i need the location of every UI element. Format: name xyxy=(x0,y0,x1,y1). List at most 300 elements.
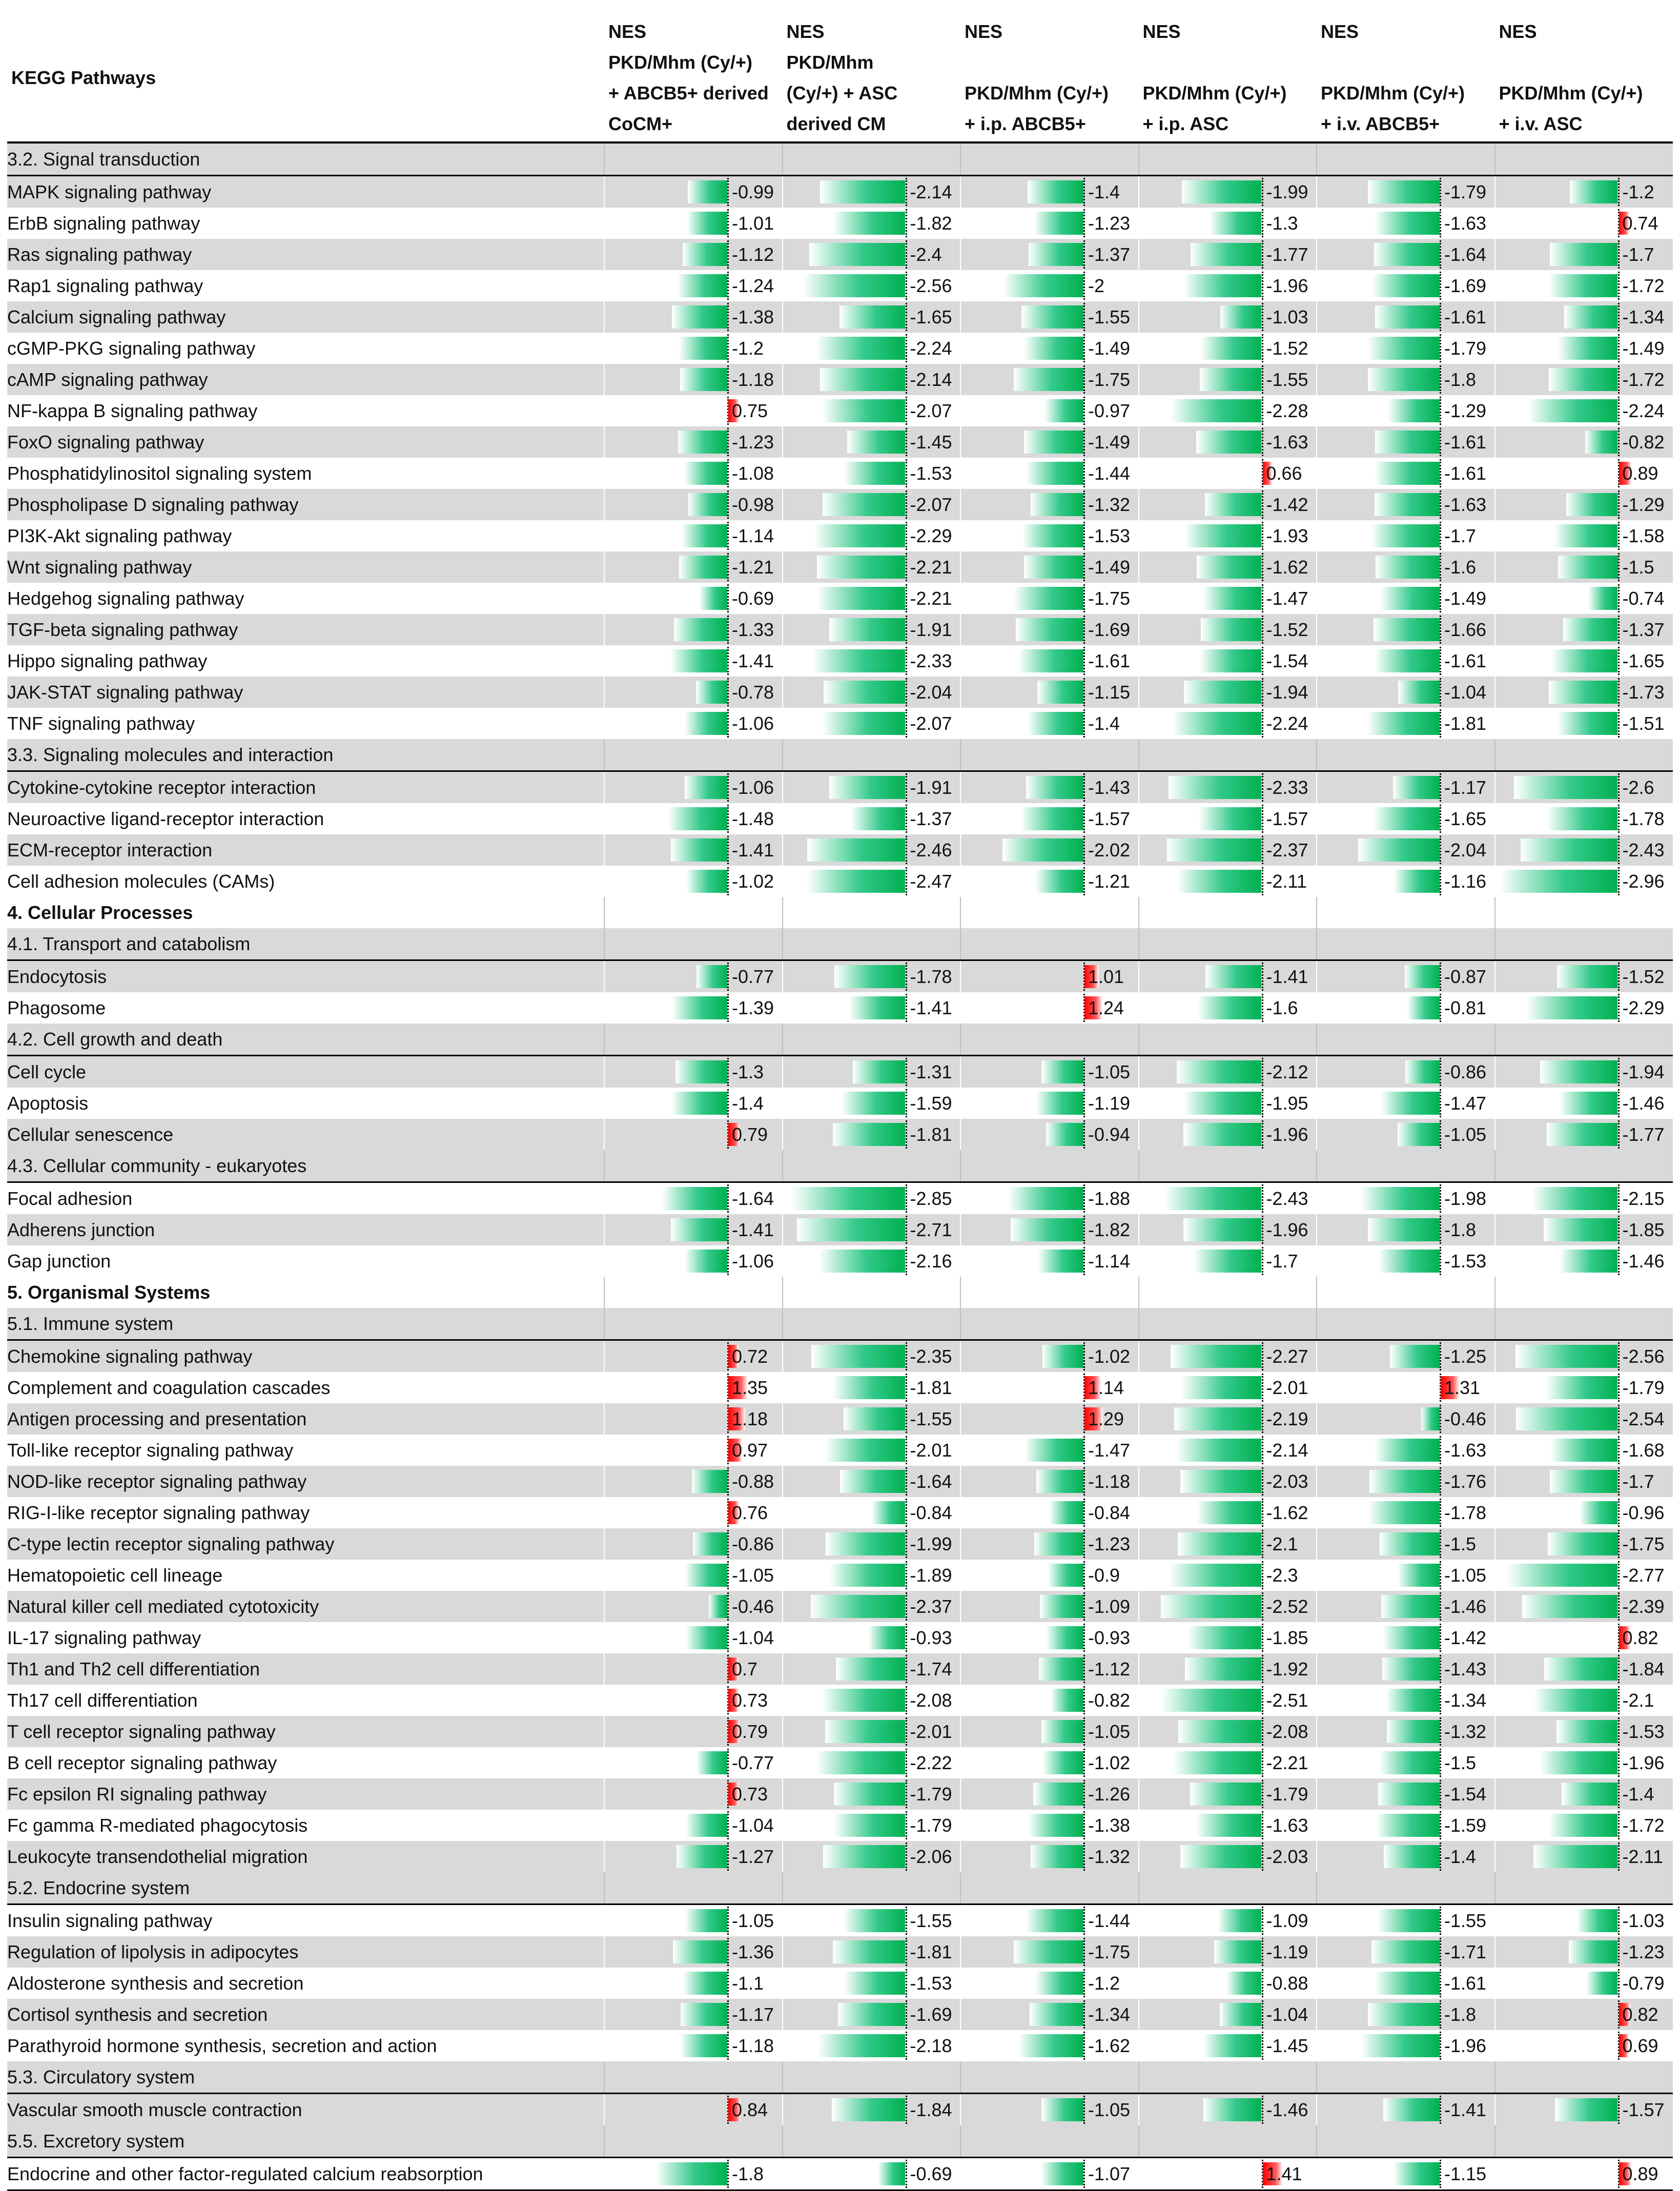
empty-cell xyxy=(1139,739,1317,771)
nes-value: -1.62 xyxy=(1266,557,1308,578)
section-label: 5.3. Circulatory system xyxy=(7,2061,604,2094)
empty-cell xyxy=(1317,1150,1495,1182)
table-row xyxy=(7,458,1673,489)
nes-value: -1.94 xyxy=(1266,682,1308,703)
zero-axis xyxy=(1440,1938,1441,1966)
nes-label: NES xyxy=(608,21,647,42)
table-row xyxy=(7,1999,1673,2030)
nes-value: -1.84 xyxy=(1622,1658,1665,1680)
nes-cell xyxy=(1317,520,1495,551)
negative-nes-bar xyxy=(1394,870,1440,893)
nes-cell xyxy=(783,1372,961,1403)
pathway-name: Hippo signaling pathway xyxy=(7,650,208,671)
zero-axis xyxy=(1262,490,1263,519)
nes-value: -0.88 xyxy=(732,1471,774,1492)
nes-cell xyxy=(960,1435,1139,1466)
pathway-name: B cell receptor signaling pathway xyxy=(7,1752,277,1773)
empty-cell xyxy=(783,1872,961,1905)
empty-cell xyxy=(1317,1023,1495,1056)
pathway-name: Hedgehog signaling pathway xyxy=(7,587,244,609)
negative-nes-bar xyxy=(1021,807,1083,830)
nes-cell xyxy=(604,834,783,866)
zero-axis xyxy=(727,678,729,706)
negative-nes-bar xyxy=(1051,1689,1083,1712)
nes-cell xyxy=(1495,1182,1673,1215)
column-header-line: PKD/Mhm (Cy/+) xyxy=(1142,83,1287,104)
nes-cell xyxy=(1139,1119,1317,1150)
negative-nes-bar xyxy=(1040,1595,1083,1618)
nes-cell xyxy=(960,1182,1139,1215)
nes-value: -2.24 xyxy=(1266,713,1308,734)
nes-cell xyxy=(604,803,783,834)
nes-cell xyxy=(604,1905,783,1937)
nes-value: -1.5 xyxy=(1444,1533,1477,1554)
nes-value: -1.91 xyxy=(910,777,952,798)
nes-value: -1.63 xyxy=(1444,494,1487,515)
table-row xyxy=(7,489,1673,520)
negative-nes-bar xyxy=(1200,368,1262,391)
nes-cell xyxy=(960,1747,1139,1778)
zero-axis xyxy=(1618,2096,1620,2124)
nes-value: -2.37 xyxy=(1266,839,1308,861)
nes-value: -1.78 xyxy=(1622,808,1665,829)
empty-cell xyxy=(1317,1872,1495,1905)
nes-value: -1.73 xyxy=(1622,682,1665,703)
zero-axis xyxy=(727,584,729,612)
empty-cell xyxy=(1495,2125,1673,2158)
nes-value: -1.5 xyxy=(1444,1752,1477,1773)
negative-nes-bar xyxy=(678,274,727,297)
nes-value: -1.37 xyxy=(1088,244,1131,265)
negative-nes-bar xyxy=(836,1657,906,1681)
nes-cell xyxy=(960,270,1139,301)
column-header-4 xyxy=(1139,7,1317,142)
zero-axis xyxy=(906,616,907,644)
nes-value: 0.89 xyxy=(1622,2163,1658,2184)
nes-value: -1.75 xyxy=(1088,1941,1131,1962)
nes-value: -1.46 xyxy=(1266,2099,1308,2120)
empty-cell xyxy=(1495,897,1673,928)
nes-value: -1.33 xyxy=(732,619,774,640)
zero-axis xyxy=(1083,1780,1085,1808)
nes-value: -1.99 xyxy=(910,1533,952,1554)
negative-nes-bar xyxy=(1540,1751,1618,1774)
zero-axis xyxy=(1618,1530,1620,1558)
zero-axis xyxy=(1618,1811,1620,1839)
nes-cell xyxy=(1317,2094,1495,2126)
nes-value: -1.8 xyxy=(732,2163,764,2184)
zero-axis xyxy=(727,805,729,833)
nes-cell xyxy=(1495,1999,1673,2030)
table-body xyxy=(7,142,1673,2190)
negative-nes-bar xyxy=(834,965,906,988)
nes-cell xyxy=(1317,1560,1495,1591)
nes-cell xyxy=(783,1403,961,1435)
nes-value: -0.84 xyxy=(910,1502,952,1523)
zero-axis xyxy=(1618,303,1620,331)
nes-value: -2.39 xyxy=(1622,1596,1665,1617)
negative-nes-bar xyxy=(809,243,905,266)
nes-value: -0.78 xyxy=(732,682,774,703)
nes-value: -2.6 xyxy=(1622,777,1654,798)
nes-value: -1.64 xyxy=(1444,244,1487,265)
zero-axis xyxy=(1618,1436,1620,1464)
nes-value: -1.85 xyxy=(1266,1627,1308,1648)
negative-nes-bar xyxy=(1035,1972,1083,1995)
nes-value: -2.03 xyxy=(1266,1471,1308,1492)
nes-cell xyxy=(960,1245,1139,1277)
nes-cell xyxy=(604,1340,783,1373)
negative-nes-bar xyxy=(1182,180,1261,203)
zero-axis xyxy=(727,2160,729,2188)
nes-cell xyxy=(1139,1905,1317,1937)
nes-value: -0.87 xyxy=(1444,966,1487,987)
zero-axis xyxy=(1440,303,1441,331)
nes-value: -1.63 xyxy=(1266,1815,1308,1836)
empty-cell xyxy=(1495,928,1673,960)
nes-cell xyxy=(1139,270,1317,301)
zero-axis xyxy=(727,1184,729,1213)
negative-nes-bar xyxy=(1169,776,1262,799)
zero-axis xyxy=(1262,963,1263,991)
nes-value: 1.35 xyxy=(732,1377,768,1398)
zero-axis xyxy=(1618,428,1620,456)
zero-axis xyxy=(1262,2000,1263,2029)
nes-value: -1.17 xyxy=(1444,777,1487,798)
nes-value: -1.84 xyxy=(910,2099,952,2120)
zero-axis xyxy=(1440,1749,1441,1777)
zero-axis xyxy=(1440,1184,1441,1213)
nes-value: -1.63 xyxy=(1444,213,1487,234)
pathway-name: cGMP-PKG signaling pathway xyxy=(7,337,256,359)
nes-value: -1.69 xyxy=(1444,275,1487,296)
nes-cell xyxy=(604,1088,783,1119)
nes-value: -1.52 xyxy=(1266,338,1308,359)
nes-cell xyxy=(1495,708,1673,739)
nes-cell xyxy=(960,1810,1139,1841)
nes-value: -2.01 xyxy=(1266,1377,1308,1398)
nes-cell xyxy=(960,1716,1139,1747)
negative-nes-bar xyxy=(1376,556,1440,579)
negative-nes-bar xyxy=(853,1060,905,1083)
nes-cell xyxy=(1317,364,1495,395)
nes-cell xyxy=(960,1999,1139,2030)
nes-cell xyxy=(1139,426,1317,458)
nes-cell xyxy=(1139,1340,1317,1373)
zero-axis xyxy=(1083,867,1085,895)
nes-cell xyxy=(960,1214,1139,1245)
nes-cell xyxy=(960,208,1139,239)
negative-nes-bar xyxy=(1210,212,1261,235)
negative-nes-bar xyxy=(1368,1501,1440,1524)
negative-nes-bar xyxy=(1048,1564,1083,1587)
negative-nes-bar xyxy=(1550,1439,1617,1462)
zero-axis xyxy=(727,2000,729,2029)
negative-nes-bar xyxy=(672,305,727,329)
zero-axis xyxy=(727,1938,729,1966)
nes-value: -1.2 xyxy=(1088,1973,1120,1994)
nes-value: -0.94 xyxy=(1088,1124,1131,1145)
negative-nes-bar xyxy=(829,776,906,799)
nes-cell xyxy=(1495,1968,1673,1999)
nes-cell xyxy=(783,1905,961,1937)
empty-cell xyxy=(783,2125,961,2158)
nes-cell xyxy=(1139,645,1317,677)
nes-value: -2.27 xyxy=(1266,1346,1308,1367)
nes-value: 0.82 xyxy=(1622,1627,1658,1648)
pathway-name: TGF-beta signaling pathway xyxy=(7,614,604,645)
nes-value: -2.77 xyxy=(1622,1565,1665,1586)
nes-value: -1.52 xyxy=(1266,619,1308,640)
nes-cell xyxy=(783,677,961,708)
nes-value: -1.25 xyxy=(1444,1346,1487,1367)
zero-axis xyxy=(1262,709,1263,738)
nes-cell xyxy=(960,1056,1139,1088)
zero-axis xyxy=(1440,334,1441,362)
nes-value: -1.41 xyxy=(1266,966,1308,987)
header-row xyxy=(7,7,1673,142)
nes-value: -1.7 xyxy=(1266,1251,1298,1272)
table-row xyxy=(7,583,1673,614)
zero-axis xyxy=(1618,240,1620,269)
nes-value: -2.35 xyxy=(910,1346,952,1367)
zero-axis xyxy=(1618,963,1620,991)
empty-cell xyxy=(960,1277,1139,1308)
nes-cell xyxy=(1495,1685,1673,1716)
nes-cell xyxy=(604,1591,783,1622)
nes-value: -1.55 xyxy=(1444,1910,1487,1931)
negative-nes-bar xyxy=(1407,996,1440,1019)
zero-axis xyxy=(1083,240,1085,269)
nes-value: -1.09 xyxy=(1266,1910,1308,1931)
nes-cell xyxy=(783,708,961,739)
nes-value: -1.04 xyxy=(1444,682,1487,703)
negative-nes-bar xyxy=(668,807,727,830)
nes-value: -1.51 xyxy=(1622,713,1665,734)
table-row xyxy=(7,1622,1673,1653)
nes-value: -2.1 xyxy=(1622,1690,1654,1711)
empty-cell xyxy=(604,897,783,928)
table-row xyxy=(7,208,1673,239)
zero-axis xyxy=(1440,2160,1441,2188)
nes-cell xyxy=(960,1466,1139,1497)
negative-nes-bar xyxy=(847,431,905,454)
pathway-name: Hematopoietic cell lineage xyxy=(7,1564,223,1586)
zero-axis xyxy=(906,459,907,487)
zero-axis xyxy=(906,1561,907,1589)
zero-axis xyxy=(1618,1969,1620,1997)
nes-cell xyxy=(1317,2158,1495,2190)
negative-nes-bar xyxy=(1203,2034,1261,2057)
nes-value: -0.82 xyxy=(1088,1690,1131,1711)
zero-axis xyxy=(1618,773,1620,802)
nes-value: -1.06 xyxy=(732,1251,774,1272)
nes-cell xyxy=(604,333,783,364)
section-label: 4.1. Transport and catabolism xyxy=(7,928,604,960)
empty-cell xyxy=(1139,2125,1317,2158)
zero-axis xyxy=(906,365,907,394)
nes-cell xyxy=(783,458,961,489)
nes-cell xyxy=(960,395,1139,426)
column-header-line: PKD/Mhm (Cy/+) xyxy=(965,83,1109,104)
zero-axis xyxy=(1440,1811,1441,1839)
nes-value: -1.66 xyxy=(1444,619,1487,640)
negative-nes-bar xyxy=(688,180,727,203)
zero-axis xyxy=(1618,1592,1620,1621)
pathway-name: Parathyroid hormone synthesis, secretion and action xyxy=(7,2035,437,2056)
nes-value: -1.46 xyxy=(1622,1251,1665,1272)
negative-nes-bar xyxy=(686,1626,727,1649)
zero-axis xyxy=(1262,1247,1263,1275)
nes-cell xyxy=(960,458,1139,489)
table-row xyxy=(7,1214,1673,1245)
negative-nes-bar xyxy=(1375,1439,1440,1462)
negative-nes-bar xyxy=(1021,305,1083,329)
zero-axis xyxy=(1083,553,1085,581)
nes-value: -1.05 xyxy=(1088,1061,1131,1082)
nes-cell xyxy=(1495,992,1673,1023)
nes-value: -1.34 xyxy=(1622,306,1665,327)
zero-axis xyxy=(1262,836,1263,864)
negative-nes-bar xyxy=(671,1218,727,1241)
negative-nes-bar xyxy=(1532,1187,1618,1210)
negative-nes-bar xyxy=(696,1751,727,1774)
negative-nes-bar xyxy=(1549,1814,1617,1837)
negative-nes-bar xyxy=(1563,618,1618,641)
negative-nes-bar xyxy=(1552,649,1618,672)
nes-cell xyxy=(1495,1528,1673,1560)
negative-nes-bar xyxy=(1024,556,1083,579)
zero-axis xyxy=(727,1530,729,1558)
negative-nes-bar xyxy=(811,1345,905,1368)
negative-nes-bar xyxy=(849,996,906,1019)
negative-nes-bar xyxy=(1180,1470,1261,1493)
nes-value: -1.15 xyxy=(1088,682,1131,703)
nes-cell xyxy=(1495,1747,1673,1778)
nes-value: -1.41 xyxy=(732,1219,774,1240)
nes-cell xyxy=(1139,1778,1317,1810)
nes-cell xyxy=(1317,458,1495,489)
negative-nes-bar xyxy=(1562,1783,1617,1806)
negative-nes-bar xyxy=(1528,399,1618,422)
nes-value: 0.72 xyxy=(732,1346,768,1367)
pathway-name: Phagosome xyxy=(7,997,106,1018)
nes-cell xyxy=(1495,1340,1673,1373)
negative-nes-bar xyxy=(1030,2003,1083,2026)
nes-value: -0.46 xyxy=(1444,1408,1487,1429)
pathway-name: Th17 cell differentiation xyxy=(7,1689,198,1711)
zero-axis xyxy=(1440,1436,1441,1464)
nes-cell xyxy=(1139,1622,1317,1653)
negative-nes-bar xyxy=(1184,681,1261,704)
nes-value: -1.82 xyxy=(910,213,952,234)
table-row xyxy=(7,301,1673,333)
zero-axis xyxy=(1618,1058,1620,1086)
nes-cell xyxy=(1495,301,1673,333)
negative-nes-bar xyxy=(1367,712,1440,735)
nes-cell xyxy=(960,1968,1139,1999)
zero-axis xyxy=(1440,1592,1441,1621)
nes-cell xyxy=(1317,1182,1495,1215)
nes-cell xyxy=(960,1778,1139,1810)
column-header-line: PKD/Mhm xyxy=(786,52,874,73)
nes-cell xyxy=(783,1999,961,2030)
negative-nes-bar xyxy=(1521,838,1618,862)
nes-cell xyxy=(1495,1119,1673,1150)
nes-value: 1.41 xyxy=(1266,2163,1302,2184)
nes-value: 0.7 xyxy=(732,1658,758,1680)
negative-nes-bar xyxy=(1183,1218,1262,1241)
negative-nes-bar xyxy=(840,1470,906,1493)
nes-cell xyxy=(1317,395,1495,426)
negative-nes-bar xyxy=(1555,2098,1617,2121)
empty-cell xyxy=(1495,1872,1673,1905)
nes-value: -1.63 xyxy=(1444,1440,1487,1461)
negative-nes-bar xyxy=(1035,870,1083,893)
nes-cell xyxy=(783,1747,961,1778)
negative-nes-bar xyxy=(673,1940,727,1963)
nes-cell xyxy=(1139,1466,1317,1497)
negative-nes-bar xyxy=(677,1845,727,1868)
negative-nes-bar xyxy=(838,2003,906,2026)
column-header-line: + i.p. ASC xyxy=(1142,113,1229,134)
nes-value: -1.77 xyxy=(1266,244,1308,265)
nes-label: NES xyxy=(1499,21,1537,42)
nes-value: -1.4 xyxy=(1444,1846,1477,1867)
empty-cell xyxy=(604,1150,783,1182)
nes-value: -1.3 xyxy=(732,1061,764,1082)
nes-value: -1.52 xyxy=(1622,966,1665,987)
nes-value: -1.68 xyxy=(1622,1440,1665,1461)
nes-value: 1.14 xyxy=(1088,1377,1124,1398)
negative-nes-bar xyxy=(1220,305,1261,329)
nes-value: -1.72 xyxy=(1622,369,1665,390)
zero-axis xyxy=(1440,1686,1441,1714)
zero-axis xyxy=(1083,1624,1085,1652)
nes-value: -2.33 xyxy=(910,650,952,671)
nes-cell xyxy=(783,520,961,551)
negative-nes-bar xyxy=(816,337,906,360)
zero-axis xyxy=(1262,1938,1263,1966)
zero-axis xyxy=(906,522,907,550)
pathway-name: MAPK signaling pathway xyxy=(7,176,604,208)
nes-value: -2.96 xyxy=(1622,871,1665,892)
zero-axis xyxy=(906,1216,907,1244)
zero-axis xyxy=(1618,678,1620,706)
negative-nes-bar xyxy=(1220,2003,1261,2026)
zero-axis xyxy=(1440,963,1441,991)
nes-cell xyxy=(1495,1403,1673,1435)
nes-value: -1.96 xyxy=(1266,1124,1308,1145)
nes-value: -1.59 xyxy=(910,1093,952,1114)
nes-value: -1.78 xyxy=(910,966,952,987)
section-label: 3.3. Signaling molecules and interaction xyxy=(7,739,604,771)
subcategory-row xyxy=(7,2061,1673,2094)
empty-cell xyxy=(783,1277,961,1308)
zero-axis xyxy=(1262,1184,1263,1213)
empty-cell xyxy=(1495,142,1673,176)
zero-axis xyxy=(1083,678,1085,706)
zero-axis xyxy=(1618,1686,1620,1714)
nes-value: -0.46 xyxy=(732,1596,774,1617)
negative-nes-bar xyxy=(851,807,906,830)
nes-value: -1.34 xyxy=(1444,1690,1487,1711)
negative-nes-bar xyxy=(672,996,727,1019)
nes-cell xyxy=(1317,1936,1495,1968)
zero-axis xyxy=(1083,2096,1085,2124)
negative-nes-bar xyxy=(1421,1407,1440,1430)
negative-nes-bar xyxy=(844,1909,906,1932)
